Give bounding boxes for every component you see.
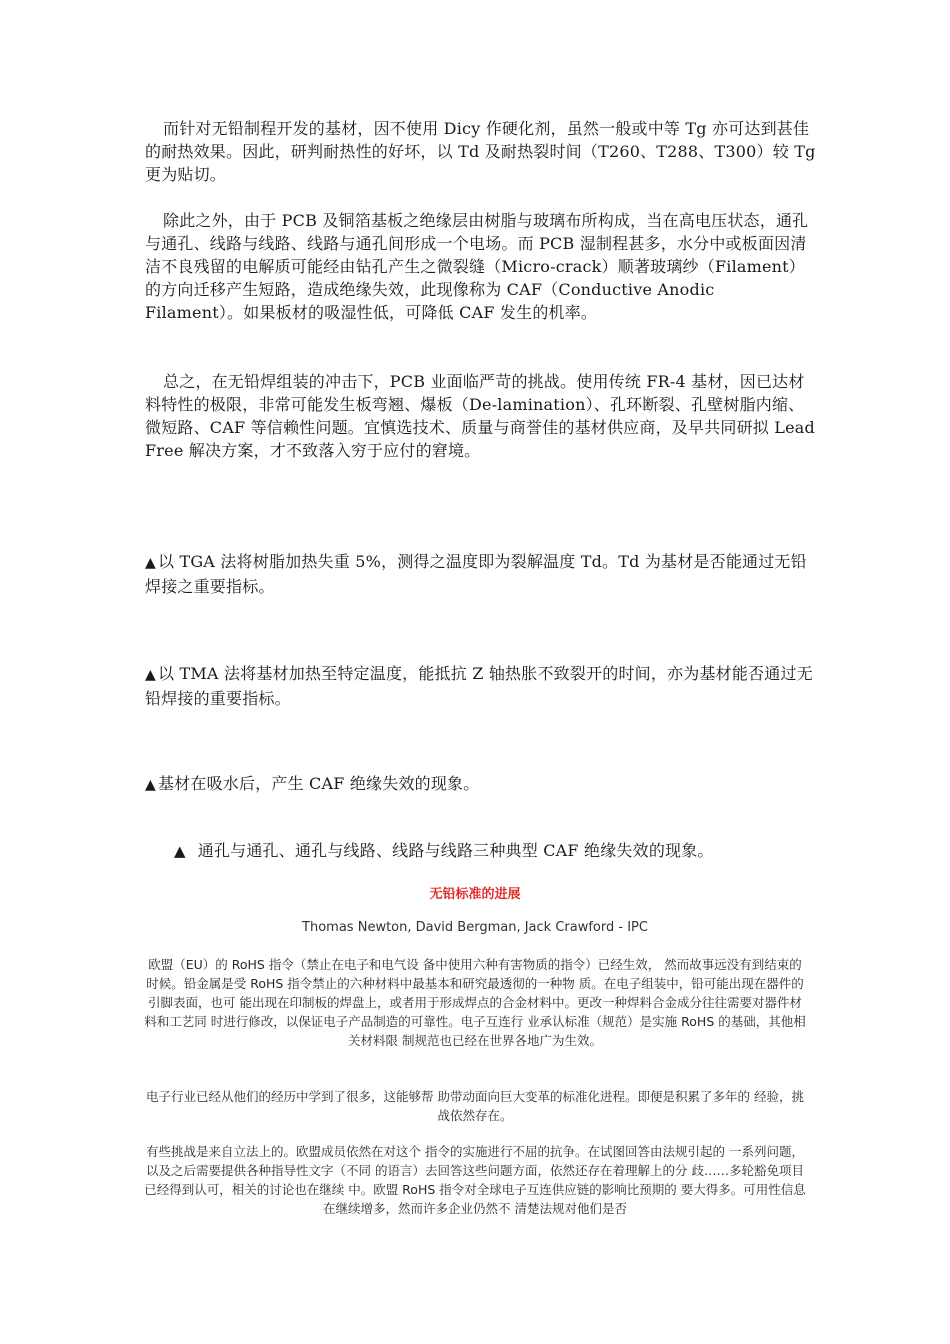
figure-caption-1 — [145, 550, 817, 598]
triangle-marker-icon: ▲ — [145, 777, 156, 793]
triangle-marker-icon: ▲ — [145, 555, 156, 571]
figure-caption-3 — [145, 772, 817, 797]
caption-text: 通孔与通孔、通孔与线路、线路与线路三种典型 CAF 绝缘失效的现象。 — [197, 841, 714, 860]
caption-text: 以 TGA 法将树脂加热失重 5%，测得之温度即为裂解温度 Td。Td 为基材是否能通过无铅焊接之重要指标。 — [145, 552, 807, 596]
body-paragraph-3: 总之，在无铅焊组装的冲击下，PCB 业面临严苛的挑战。使用传统 FR-4 基材，因已达材料特性的极限，非常可能发生板弯翘、爆板（De-lamination）、孔环断裂、孔壁树脂内缩、微短路、CAF 等信赖性问题。宜慎选技术、质量与商誉佳的基材供应商，及早共同研拟 Lead Free 解决方案，才不致落入穷于应付的窘境。 — [145, 372, 815, 460]
article-title: 无铅标准的进展 — [429, 887, 521, 902]
article-paragraph-2: 电子行业已经从他们的经历中学到了很多，这能够帮 助带动面向巨大变革的标准化进程。即便是积累了多年的 经验，挑战依然存在。 — [146, 1089, 804, 1123]
triangle-marker-icon: ▲ — [174, 842, 186, 860]
body-paragraph-2: 除此之外，由于 PCB 及铜箔基板之绝缘层由树脂与玻璃布所构成，当在高电压状态，通孔与通孔、线路与线路、线路与通孔间形成一个电场。而 PCB 湿制程甚多，水分中或板面因清洁不良残留的电解质可能经由钻孔产生之微裂缝（Micro-crack）顺著玻璃纱（Filament）的方向迁移产生短路，造成绝缘失效，此现像称为 CAF（Conductive Anodic Filament）。如果板材的吸湿性低，可降低 CAF 发生的机率。 — [145, 211, 809, 322]
caption-text: 以 TMA 法将基材加热至特定温度，能抵抗 Z 轴热胀不致裂开的时间，亦为基材能否通过无铅焊接的重要指标。 — [145, 664, 813, 708]
body-paragraph-1: 而针对无铅制程开发的基材，因不使用 Dicy 作硬化剂，虽然一般或中等 Tg 亦可达到甚佳的耐热效果。因此，研判耐热性的好坏，以 Td 及耐热裂时间（T260、T288、T300）较 Tg 更为贴切。 — [145, 119, 816, 184]
article-authors: Thomas Newton, David Bergman, Jack Crawford - IPC — [302, 920, 648, 935]
article-paragraph-1: 欧盟（EU）的 RoHS 指令（禁止在电子和电气设 备中使用六种有害物质的指令）已经生效， 然而故事远没有到结束的时候。铅金属是受 RoHS 指令禁止的六种材料中最基本和研究最透彻的一种物 质。在电子组装中，铅可能出现在器件的引脚表面，也可 能出现在印制板的焊盘上，或者用于形成焊点的合金材料中。更改一种焊料合金成分往往需要对器件材料和工艺同 时进行修改，以保证电子产品制造的可靠性。电子互连行 业承认标准（规范）是实施 RoHS 的基础，其他相关材料限 制规范也已经在世界各地广为生效。 — [144, 957, 806, 1048]
caption-text: 基材在吸水后，产生 CAF 绝缘失效的现象。 — [157, 774, 480, 793]
article-paragraph-3: 有些挑战是来自立法上的。欧盟成员依然在对这个 指令的实施进行不屈的抗争。在试图回答由法规引起的 一系列问题，以及之后需要提供各种指导性文字（不同 的语言）去回答这些问题方面，依然还存在着理解上的分 歧……多轮豁免项目已经得到认可，相关的讨论也在继续 中。欧盟 RoHS 指令对全球电子互连供应链的影响比预期的 要大得多。可用性信息在继续增多，然而许多企业仍然不 清楚法规对他们是否 — [144, 1144, 806, 1216]
figure-caption-2 — [145, 662, 817, 710]
triangle-marker-icon: ▲ — [145, 667, 156, 683]
figure-caption-4 — [174, 839, 814, 863]
